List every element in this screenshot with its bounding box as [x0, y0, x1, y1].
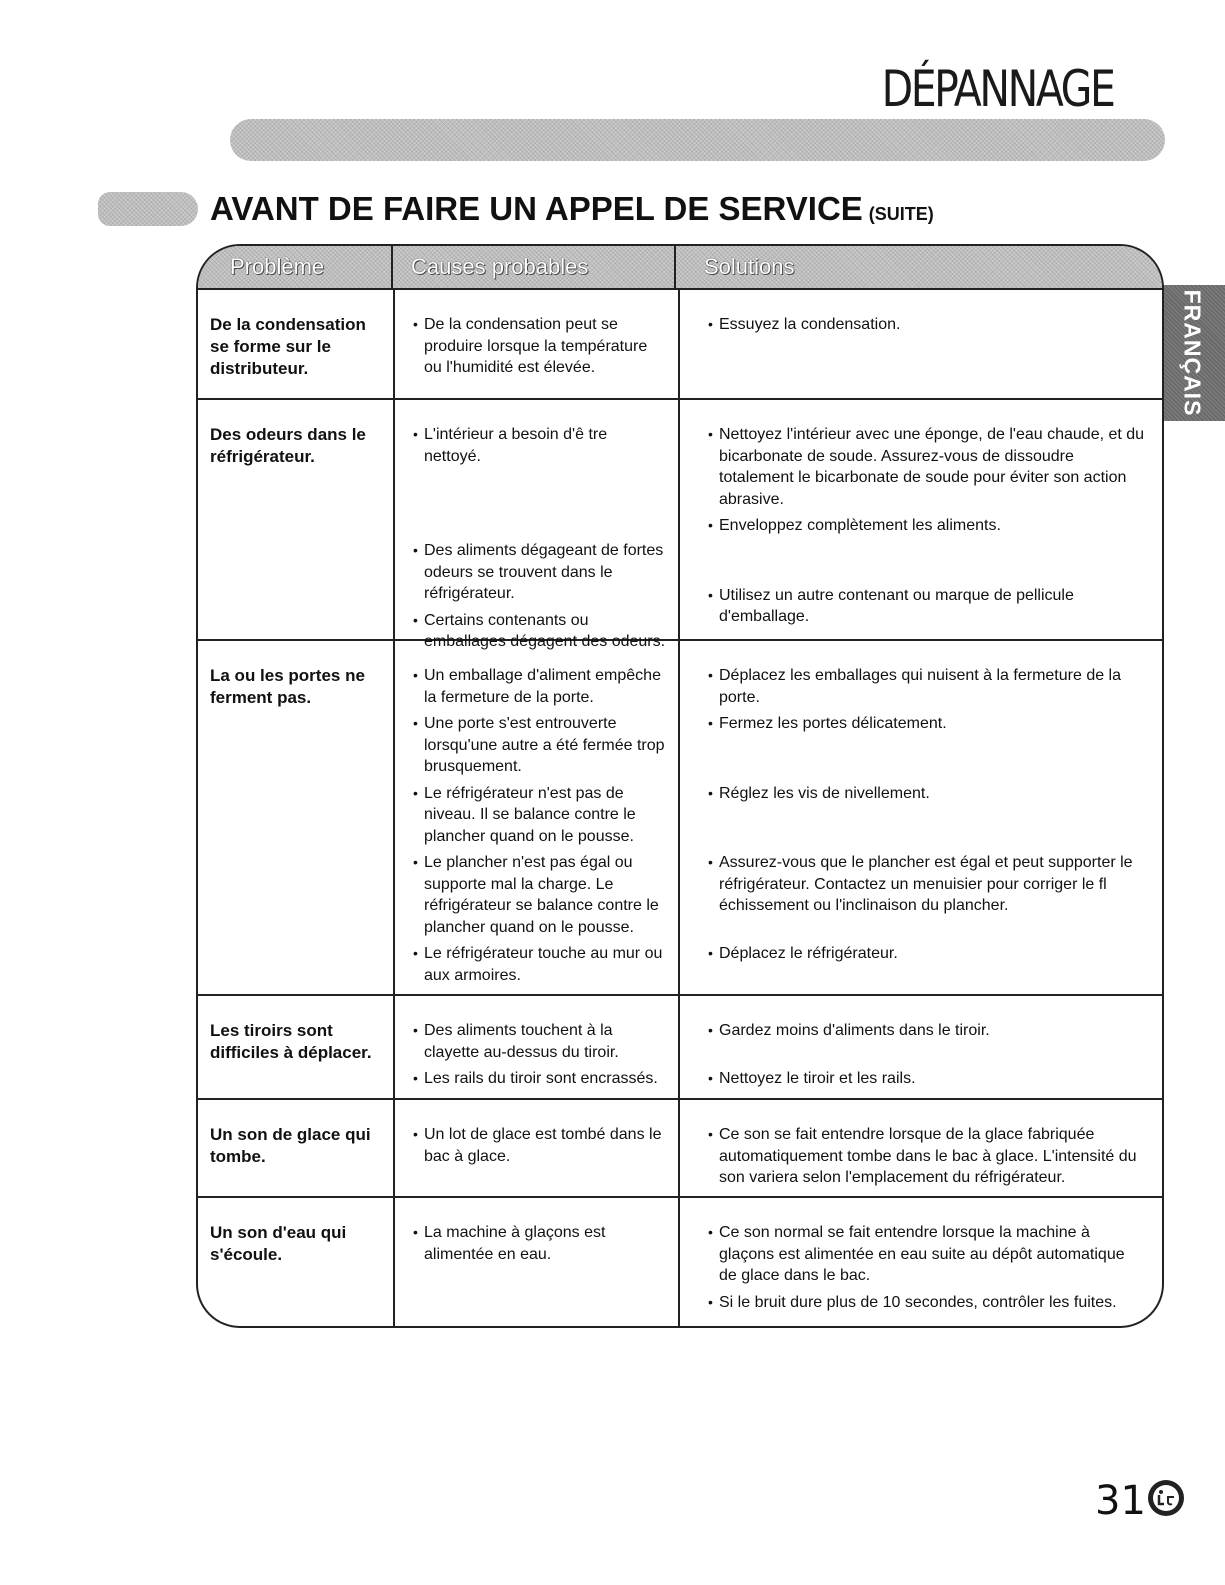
solution-item: • Utilisez un autre contenant ou marque de pellicule d'emballage.: [708, 585, 1146, 628]
cause-item: • Le plancher n'est pas égal ou supporte mal la charge. Le réfrigérateur se balance contre le plancher quand on le pousse.: [413, 852, 666, 938]
solution-item: • Enveloppez complètement les aliments.: [708, 515, 1146, 537]
cause-item: • Certains contenants ou emballages dégagent des odeurs.: [413, 610, 666, 653]
cause-item: • Le réfrigérateur n'est pas de niveau. Il se balance contre le plancher quand on le pousse.: [413, 783, 666, 848]
solution-item: • Ce son normal se fait entendre lorsque la machine à glaçons est alimentée en eau suite au dépôt automatique de glace dans le bac.: [708, 1222, 1146, 1287]
causes-cell: [395, 1100, 680, 1196]
solution-item: • Si le bruit dure plus de 10 secondes, contrôler les fuites.: [708, 1292, 1146, 1314]
solution-item: • Gardez moins d'aliments dans le tiroir.: [708, 1020, 1146, 1042]
solutions-cell: [680, 996, 1162, 1098]
solution-item: • Essuyez la condensation.: [708, 314, 1146, 336]
causes-cell: [395, 400, 680, 650]
solution-item: • Fermez les portes délicatement.: [708, 713, 1146, 735]
cause-item: • Le réfrigérateur touche au mur ou aux armoires.: [413, 943, 666, 986]
cause-item: • Une porte s'est entrouverte lorsqu'une autre a été fermée trop brusquement.: [413, 713, 666, 778]
header-causes: Causes probables: [393, 246, 676, 288]
problem-cell: Les tiroirs sont difficiles à déplacer.: [198, 996, 395, 1098]
troubleshooting-table: [196, 244, 1164, 1328]
causes-cell: [395, 290, 680, 398]
solutions-cell: [680, 290, 1162, 398]
table-row: [198, 400, 1162, 650]
table-header-row: [198, 246, 1162, 290]
solution-item: • Ce son se fait entendre lorsque de la glace fabriquée automatiquement tombe dans le bac à glace. L'intensité du son variera selon l'emplacement du réfrigérateur.: [708, 1124, 1146, 1189]
problem-cell: De la condensation se forme sur le distributeur.: [198, 290, 395, 398]
cause-item: • De la condensation peut se produire lorsque la température ou l'humidité est élevée.: [413, 314, 666, 379]
solutions-cell: [680, 400, 1162, 639]
cause-item: • Des aliments dégageant de fortes odeurs se trouvent dans le réfrigérateur.: [413, 540, 666, 605]
problem-cell: La ou les portes ne ferment pas.: [198, 641, 395, 994]
problem-cell: Des odeurs dans le réfrigérateur.: [198, 400, 395, 639]
problem-cell: Un son d'eau qui s'écoule.: [198, 1198, 395, 1328]
cause-item: • Un lot de glace est tombé dans le bac à glace.: [413, 1124, 666, 1167]
section-subtitle: (SUITE): [868, 204, 934, 224]
section-title: [210, 190, 934, 228]
solutions-cell: [680, 1198, 1162, 1328]
side-tab-label: FRANÇAIS: [1179, 289, 1205, 417]
cause-item: • La machine à glaçons est alimentée en eau.: [413, 1222, 666, 1265]
causes-cell: [395, 996, 680, 1098]
solution-item: • Nettoyez l'intérieur avec une éponge, de l'eau chaude, et du bicarbonate de soude. Assurez-vous de dissoudre totalement le bicarbonate de soude pour éviter son action abrasive.: [708, 424, 1146, 510]
table-row: [198, 641, 1162, 996]
solution-item: • Déplacez les emballages qui nuisent à la fermeture de la porte.: [708, 665, 1146, 708]
cause-item: • Un emballage d'aliment empêche la fermeture de la porte.: [413, 665, 666, 708]
cause-item: • L'intérieur a besoin d'ê tre nettoyé.: [413, 424, 666, 467]
lg-logo-icon: [1148, 1480, 1184, 1516]
solution-item: • Réglez les vis de nivellement.: [708, 783, 1146, 805]
causes-cell: [395, 1198, 680, 1328]
section-title-text: AVANT DE FAIRE UN APPEL DE SERVICE: [210, 190, 863, 227]
table-row: [198, 290, 1162, 400]
header-decorative-bar: [230, 119, 1165, 161]
solution-item: • Déplacez le réfrigérateur.: [708, 943, 1146, 965]
table-row: [198, 1100, 1162, 1198]
header-solutions: Solutions: [704, 254, 795, 279]
page-header-title: DÉPANNAGE: [881, 60, 1114, 118]
section-marker: [98, 192, 198, 226]
cause-item: • Des aliments touchent à la clayette au-dessus du tiroir.: [413, 1020, 666, 1063]
solution-item: • Nettoyez le tiroir et les rails.: [708, 1068, 1146, 1090]
problem-cell: Un son de glace qui tombe.: [198, 1100, 395, 1196]
solutions-cell: [680, 641, 1162, 994]
header-problem: Problème: [198, 246, 393, 288]
language-side-tab: [1158, 285, 1225, 421]
lg-logo-graphic: [1148, 1480, 1184, 1516]
causes-cell: [395, 641, 680, 994]
table-row: [198, 996, 1162, 1100]
solutions-cell: [680, 1100, 1162, 1196]
solution-item: • Assurez-vous que le plancher est égal et peut supporter le réfrigérateur. Contactez un menuisier pour corriger le fl échissement ou l'inclinaison du plancher.: [708, 852, 1146, 917]
page-number: 31: [1095, 1478, 1146, 1524]
table-row: [198, 1198, 1162, 1328]
cause-item: • Les rails du tiroir sont encrassés.: [413, 1068, 666, 1090]
